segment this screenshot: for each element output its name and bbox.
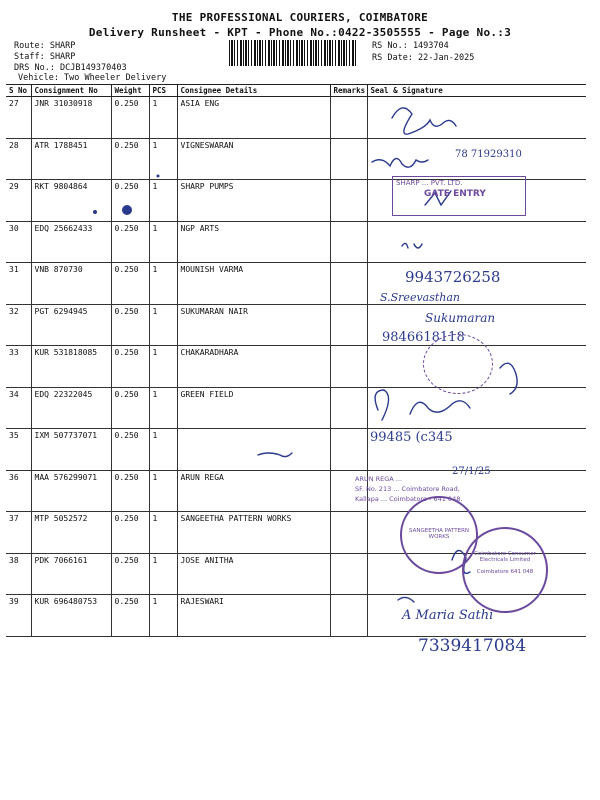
sno-cell: 31 [6,263,31,305]
weight-cell: 0.250 [111,346,149,388]
col-pcs: PCS [149,85,177,97]
signature-39 [398,597,414,602]
consignment-cell: MTP 5052572 [31,512,111,554]
vehicle-label: Vehicle: Two Wheeler Delivery [18,73,167,83]
weight-cell: 0.250 [111,263,149,305]
stamp-text: Coimbatore Consumer Electricals Limited [474,551,536,563]
consignment-cell: PDK 7066161 [31,553,111,595]
round-stamp [423,334,493,394]
consignee-cell: CHAKARADHARA [177,346,330,388]
pcs-cell: 1 [149,429,177,471]
handwritten-phone: 99485 (c345 [370,430,453,445]
consignee-cell: JOSE ANITHA [177,553,330,595]
weight-cell: 0.250 [111,470,149,512]
weight-cell: 0.250 [111,387,149,429]
consignment-cell: ATR 1788451 [31,138,111,180]
consignee-cell: SANGEETHA PATTERN WORKS [177,512,330,554]
consignee-cell: MOUNISH VARMA [177,263,330,305]
signature-33 [500,363,517,394]
stamp-text: SF. No. 213 ... Coimbatore Road, [355,485,460,493]
pcs-cell: 1 [149,595,177,637]
pcs-cell: 1 [149,180,177,222]
handwritten-phone: 9846618118 [382,330,465,345]
weight-cell: 0.250 [111,221,149,263]
sno-cell: 29 [6,180,31,222]
signature-27 [392,108,456,134]
consignment-cell: EDQ 22322045 [31,387,111,429]
sno-cell: 39 [6,595,31,637]
pcs-cell: 1 [149,470,177,512]
handwritten-name: S.Sreevasthan [380,291,461,304]
consignee-cell: RAJESWARI [177,595,330,637]
stamp-text: Kallapa ... Coimbatore - 641 048. [355,495,463,503]
signature-35-dash [258,453,292,457]
sno-cell: 32 [6,304,31,346]
weight-cell: 0.250 [111,595,149,637]
pcs-cell: 1 [149,221,177,263]
handwritten-phone: 9943726258 [405,268,501,286]
col-consignment: Consignment No [31,85,111,97]
sno-cell: 37 [6,512,31,554]
consignment-cell: VNB 870730 [31,263,111,305]
stamp-text: GATE ENTRY [424,189,486,199]
consignment-cell: MAA 576299071 [31,470,111,512]
signature-30 [402,243,422,248]
stamp-text: ARUN REGA ... [355,475,403,483]
weight-cell: 0.250 [111,138,149,180]
sno-cell: 27 [6,97,31,139]
company-stamp [392,176,526,216]
consignment-cell: KUR 696480753 [31,595,111,637]
stamp-text: SANGEETHA PATTERN WORKS [408,528,470,540]
signature-34 [375,390,470,420]
pcs-cell: 1 [149,304,177,346]
rs-date: RS Date: 22-Jan-2025 [372,53,475,63]
rs-number: RS No.: 1493704 [372,41,449,51]
sno-cell: 28 [6,138,31,180]
consignee-cell: ARUN REGA [177,470,330,512]
pcs-cell: 1 [149,512,177,554]
signature-28 [372,158,428,167]
col-remarks: Remarks [330,85,367,97]
route-label: Route: SHARP [14,41,76,51]
consignee-cell: SUKUMARAN NAIR [177,304,330,346]
sno-cell: 34 [6,387,31,429]
col-sno: S No [6,85,31,97]
sno-cell: 35 [6,429,31,471]
handwritten-name: A Maria Sathi [402,608,494,623]
weight-cell: 0.250 [111,512,149,554]
pcs-cell: 1 [149,263,177,305]
weight-cell: 0.250 [111,429,149,471]
sno-cell: 33 [6,346,31,388]
staff-label: Staff: SHARP [14,52,76,62]
weight-cell: 0.250 [111,97,149,139]
sno-cell: 30 [6,221,31,263]
consignee-cell: ASIA ENG [177,97,330,139]
handwritten-name: Sukumaran [425,311,496,325]
weight-cell: 0.250 [111,553,149,595]
pcs-cell: 1 [149,346,177,388]
company-title: THE PROFESSIONAL COURIERS, COIMBATORE [171,11,429,24]
consignment-cell: PGT 6294945 [31,304,111,346]
sno-cell: 36 [6,470,31,512]
drs-number: DRS No.: DCJB149370403 [14,63,127,73]
consignment-cell: KUR 531818085 [31,346,111,388]
col-weight: Weight [111,85,149,97]
consignee-cell: GREEN FIELD [177,387,330,429]
sno-cell: 38 [6,553,31,595]
handwritten-date: 27/1/25 [452,466,491,477]
pcs-cell: 1 [149,387,177,429]
stamp-text: Coimbatore 641 048 [476,569,534,575]
consignment-cell: JNR 31030918 [31,97,111,139]
consignee-cell: SHARP PUMPS [177,180,330,222]
col-consignee: Consignee Details [177,85,330,97]
pcs-cell: 1 [149,553,177,595]
weight-cell: 0.250 [111,180,149,222]
ink-smudges [93,175,160,216]
weight-cell: 0.250 [111,304,149,346]
round-stamp [462,527,548,613]
stamp-text: SHARP ... PVT. LTD. [396,179,463,187]
consignment-cell: RKT 9804864 [31,180,111,222]
consignee-cell: NGP ARTS [177,221,330,263]
consignment-cell: IXM 507737071 [31,429,111,471]
handwritten-phone: 7339417084 [418,636,527,656]
pcs-cell: 1 [149,97,177,139]
consignment-cell: EDQ 25662433 [31,221,111,263]
runsheet-subtitle: Delivery Runsheet - KPT - Phone No.:0422-3505555 - Page No.:3 [88,26,512,39]
handwritten-phone: 78 71929310 [455,149,522,160]
col-signature: Seal & Signature [367,85,586,97]
consignee-cell: VIGNESWARAN [177,138,330,180]
pcs-cell: 1 [149,138,177,180]
